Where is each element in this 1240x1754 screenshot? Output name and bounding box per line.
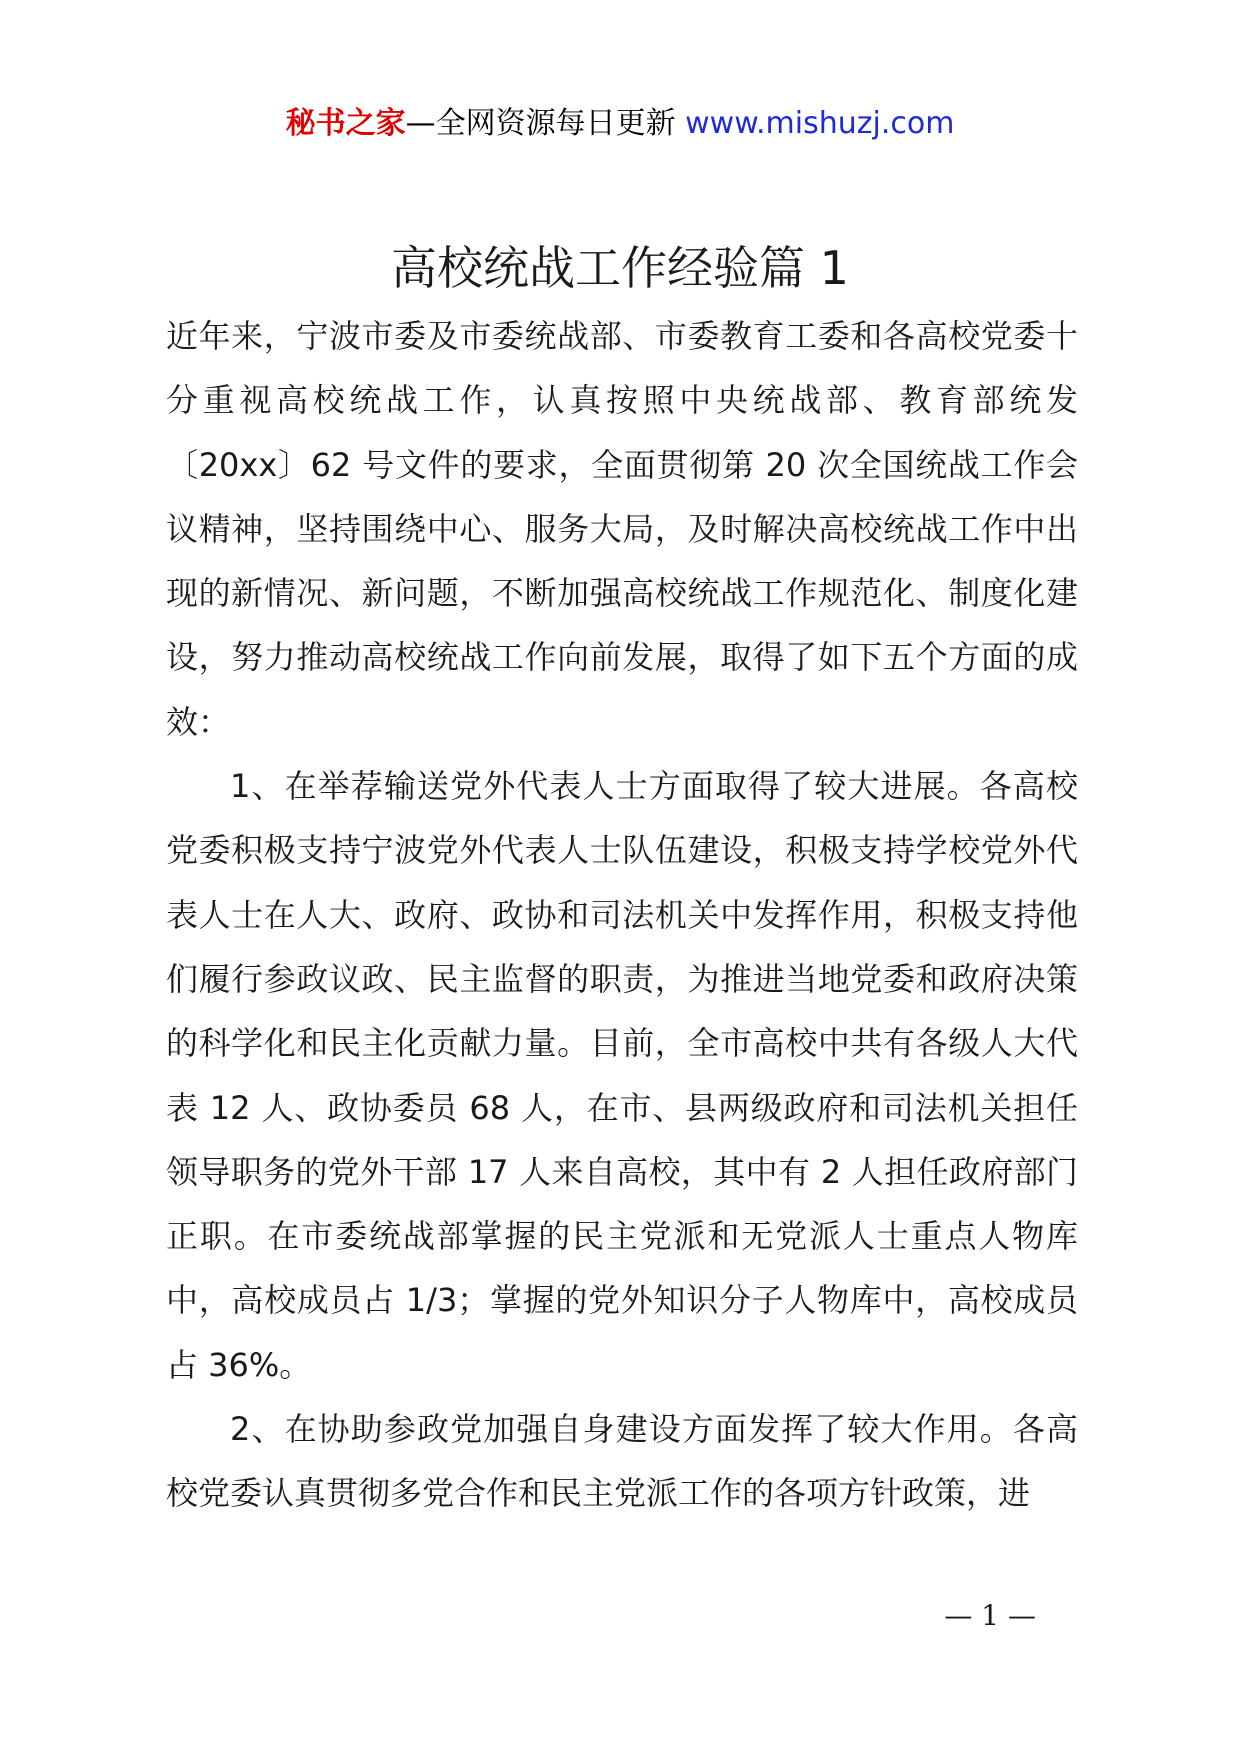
paragraph-intro: 近年来，宁波市委及市委统战部、市委教育工委和各高校党委十分重视高校统战工作，认真按照中央统战部、教育部统发〔20xx〕62 号文件的要求，全面贯彻第 20 次全国统战工作会议精神，坚持围绕中心、服务大局，及时解决高校统战工作中出现的新情况、新问题，不断加强高校统战工作规范化、制度化建设，努力推动高校统战工作向前发展，取得了如下五个方面的成效：	[166, 317, 1078, 741]
document-title: 高校统战工作经验篇 1	[391, 241, 849, 295]
page-number: — 1 —	[944, 1599, 1036, 1632]
brand-tagline: —全网资源每日更新	[405, 106, 676, 141]
paragraph-point-1: 1、在举荐输送党外代表人士方面取得了较大进展。各高校党委积极支持宁波党外代表人士队伍建设，积极支持学校党外代表人士在人大、政府、政协和司法机关中发挥作用，积极支持他们履行参政议政、民主监督的职责，为推进当地党委和政府决策的科学化和民主化贡献力量。目前，全市高校中共有各级人大代表 12 人、政协委员 68 人，在市、县两级政府和司法机关担任领导职务的党外干部 17 人来自高校，其中有 2 人担任政府部门正职。在市委统战部掌握的民主党派和无党派人士重点人物库中，高校成员占 1/3；掌握的党外知识分子人物库中，高校成员占 36%。	[166, 767, 1078, 1384]
brand-url-link[interactable]: www.mishuzj.com	[685, 106, 955, 141]
paragraph-point-2: 2、在协助参政党加强自身建设方面发挥了较大作用。各高校党委认真贯彻多党合作和民主党派工作的各项方针政策，进	[166, 1410, 1078, 1513]
document-body	[166, 304, 1078, 1526]
page-header	[0, 98, 1240, 150]
brand-name: 秘书之家	[285, 106, 406, 141]
